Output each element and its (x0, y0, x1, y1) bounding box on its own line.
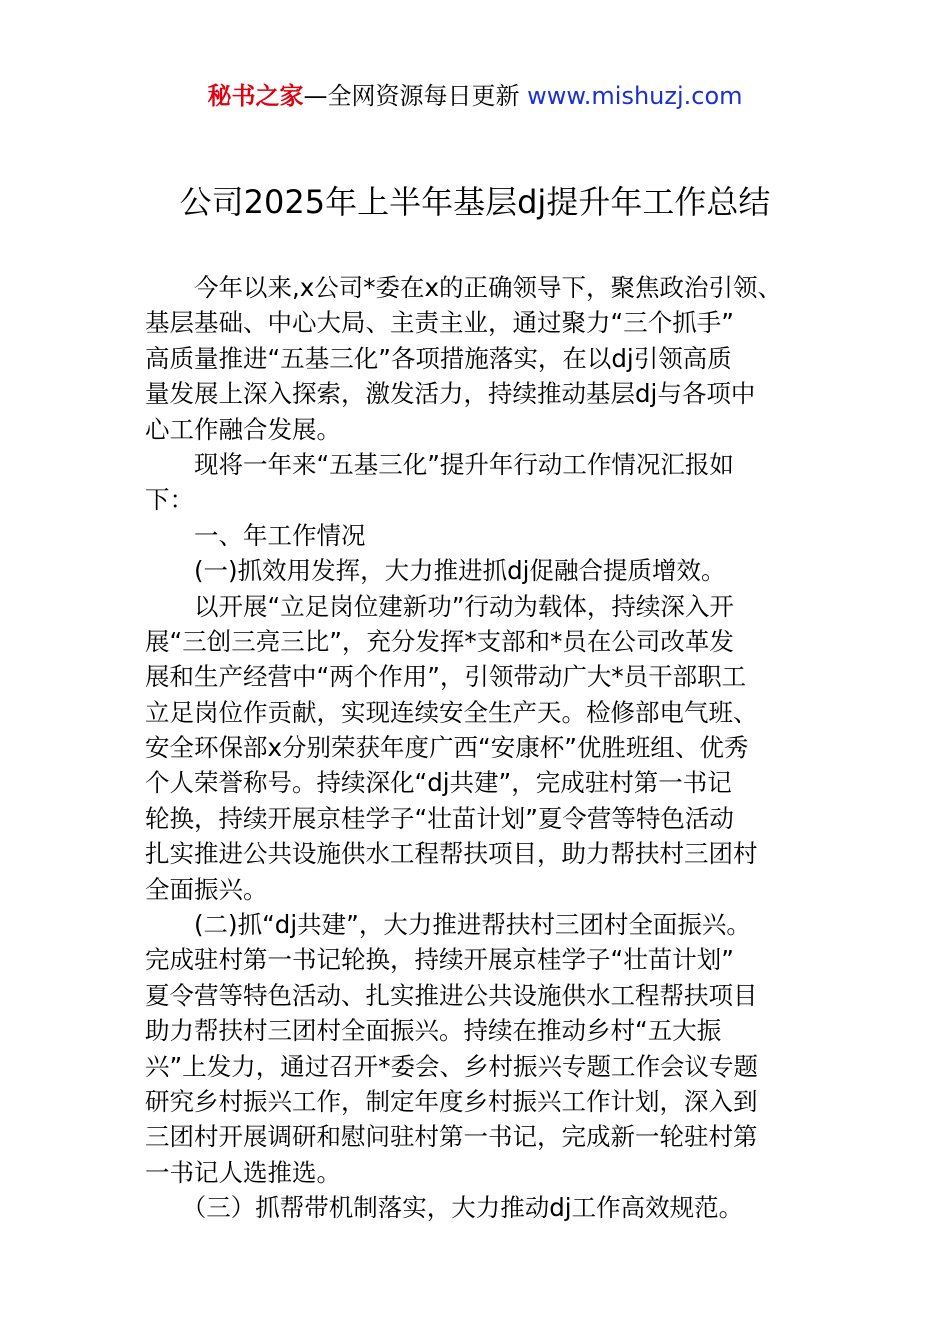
document-body (145, 270, 815, 1226)
body-line: 扎实推进公共设施供水工程帮扶项目，助力帮扶村三团村 (145, 839, 758, 869)
body-line: 下： (145, 485, 194, 515)
body-line: 现将一年来“五基三化”提升年行动工作情况汇报如 (145, 449, 734, 479)
body-line: 夏令营等特色活动、扎实推进公共设施供水工程帮扶项目 (145, 980, 758, 1010)
body-line: 立足岗位作贡献，实现连续安全生产天。检修部电气班、 (145, 697, 758, 727)
body-line: 轮换，持续开展京桂学子“壮苗计划”夏令营等特色活动 (145, 803, 734, 833)
body-line: 完成驻村第一书记轮换，持续开展京桂学子“壮苗计划” (145, 945, 734, 975)
body-line: 基层基础、中心大局、主责主业，通过聚力“三个抓手” (145, 308, 734, 338)
body-line: 一书记人选推选。 (145, 1157, 341, 1187)
section-heading: 一、年工作情况 (145, 520, 366, 550)
subsection-heading: (二)抓“dj共建”，大力推进帮扶村三团村全面振兴。 (145, 910, 751, 940)
subsection-heading: (一)抓效用发挥，大力推进抓dj促融合提质增效。 (145, 556, 726, 586)
subsection-heading: （三）抓帮带机制落实，大力推动dj工作高效规范。 (145, 1193, 744, 1223)
body-line: 心工作融合发展。 (145, 414, 341, 444)
body-line: 研究乡村振兴工作，制定年度乡村振兴工作计划，深入到 (145, 1086, 758, 1116)
site-tagline: —全网资源每日更新 (303, 82, 520, 110)
body-line: 今年以来,x公司*委在x的正确领导下，聚焦政治引领、 (145, 273, 783, 302)
body-line: 三团村开展调研和慰问驻村第一书记，完成新一轮驻村第 (145, 1122, 758, 1152)
body-line: 以开展“立足岗位建新功”行动为载体，持续深入开 (145, 591, 734, 621)
site-header (0, 80, 950, 112)
body-line: 个人荣誉称号。持续深化“dj共建”，完成驻村第一书记 (145, 768, 732, 798)
body-line: 全面振兴。 (145, 874, 268, 904)
site-url-link[interactable]: www.mishuzj.com (527, 82, 743, 110)
body-line: 展和生产经营中“两个作用”，引领带动广大*员干部职工 (145, 662, 747, 692)
body-line: 助力帮扶村三团村全面振兴。持续在推动乡村“五大振 (145, 1016, 722, 1046)
body-line: 量发展上深入探索，激发活力，持续推动基层dj与各项中 (145, 379, 756, 409)
body-line: 兴”上发力，通过召开*委会、乡村振兴专题工作会议专题 (145, 1051, 758, 1081)
document-title: 公司2025年上半年基层dj提升年工作总结 (179, 183, 771, 221)
body-line: 高质量推进“五基三化”各项措施落实，在以dj引领高质 (145, 343, 732, 373)
site-brand: 秘书之家 (207, 82, 304, 110)
body-line: 安全环保部x分别荣获年度广西“安康杯”优胜班组、优秀 (145, 733, 749, 763)
body-line: 展“三创三亮三比”，充分发挥*支部和*员在公司改革发 (145, 626, 734, 656)
